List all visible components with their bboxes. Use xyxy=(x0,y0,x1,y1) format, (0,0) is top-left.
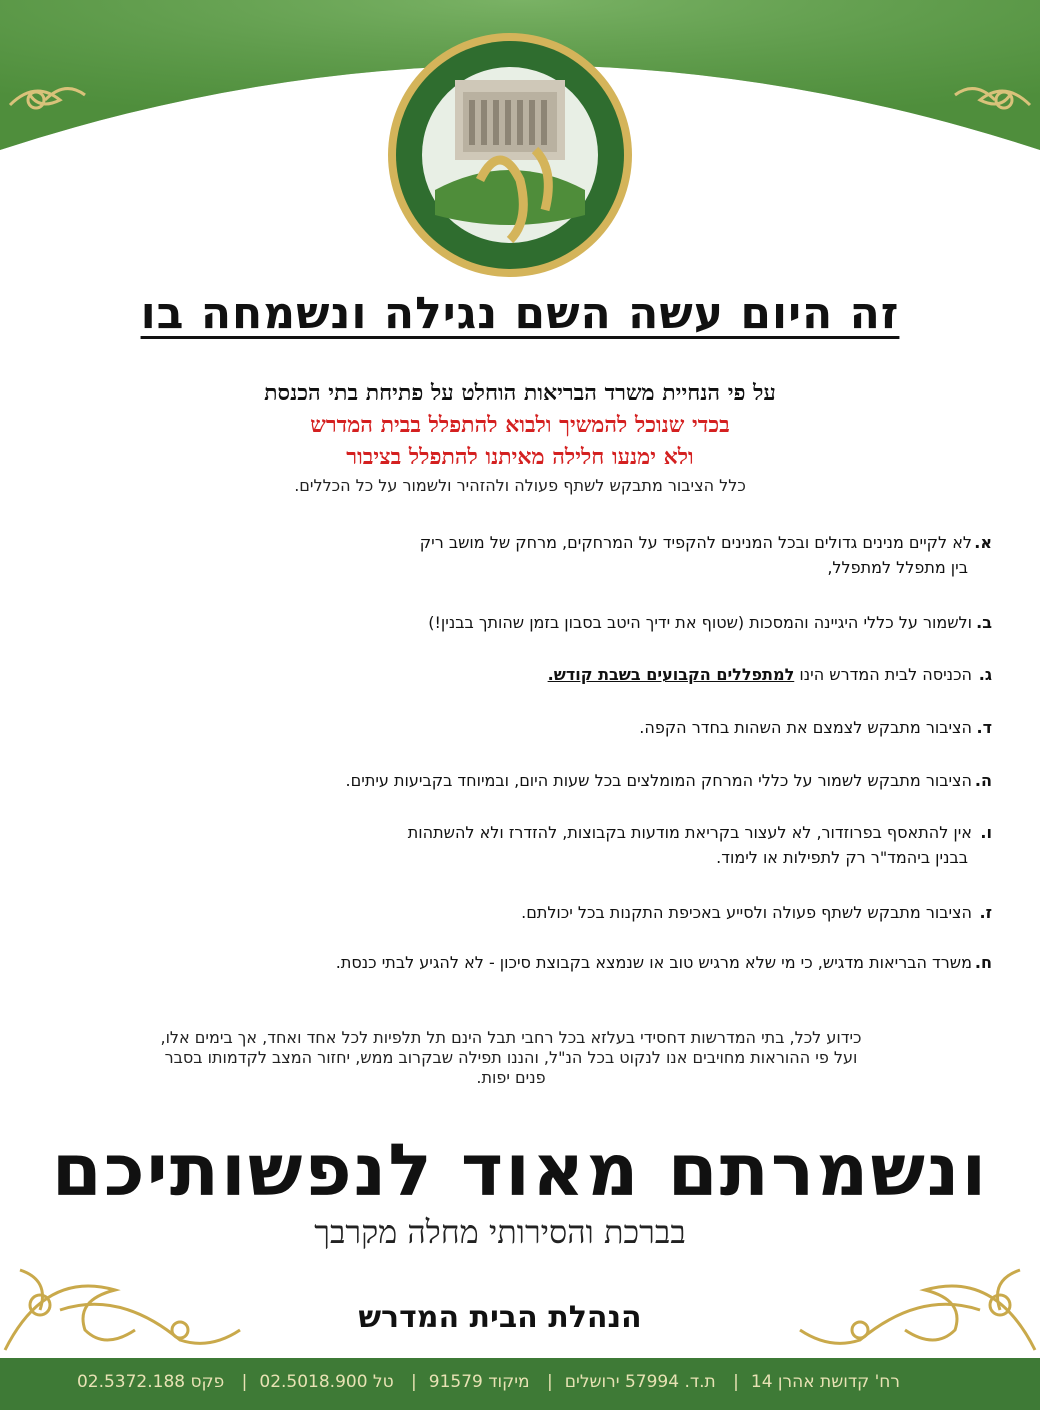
belz-seal-logo xyxy=(385,30,635,280)
signature: הנהלת הבית המדרש xyxy=(358,1300,642,1335)
rule-f: ו.אין להתאסף בפרוזדור, לא לעצור בקריאת מודעות בקבוצות, להזדרז ולא להשתהות בבנין ביהמד"ר רק לתפילות או לימוד. xyxy=(407,823,992,867)
intro-line-1: על פי הנחיית משרד הבריאות הוחלט על פתיחת בתי הכנסת xyxy=(264,380,776,406)
intro-line-2-red: בכדי שנוכל להמשיך ולבוא להתפלל בבית המדרש xyxy=(310,412,730,438)
big-slogan: ונשמרתם מאוד לנפשותיכם xyxy=(51,1128,989,1212)
intro-line-3-red: ולא ימנעו חלילה מאיתנו להתפלל בציבור xyxy=(346,444,694,470)
rule-h: ח.משרד הבריאות מדגיש, כי מי שלא מרגיש טוב או שנמצא בקבוצת סיכון - לא להגיע לבתי כנסת. xyxy=(335,953,992,972)
rule-d: ד.הציבור מתבקש לצמצם את השהות בחדר הקפה. xyxy=(639,718,992,737)
rule-b: ב.ולשמור על כללי היגיינה והמסכות (שטוף את ידיך היטב בסבון בזמן שהותך בבנין!) xyxy=(428,613,992,632)
rule-g: ז.הציבור מתבקש לשתף פעולה ולסייע באכיפת התקנות בכל יכולתם. xyxy=(521,903,992,922)
closing-paragraph: כידוע לכל, בתי המדרשות דחסידי בעלזא בכל רחבי תבל הינם תל תלפיות לכל אחד ואחד, אך בימים אלו, ועל פי ההוראות מחויבים אנו לנקוט בכל הנ"ל, והננו תפילה שבקרוב ממש, יחזור המצב לקדמותו בסבר פנים יפות. xyxy=(160,1028,862,1087)
footer-zip: מיקוד 91579 xyxy=(428,1372,530,1392)
footer-pobox: ת.ד. 57994 ירושלים xyxy=(564,1372,716,1392)
footer-fax: פקס 02.5372.188 xyxy=(76,1372,225,1392)
intro-block xyxy=(0,380,1040,500)
rule-a: א.לא לקיים מנינים גדולים ובכל המנינים להקפיד על המרחקים, מרחק של מושב ריק בין מתפלל למתפלל, xyxy=(419,533,992,577)
rule-e: ה.הציבור מתבקש לשמור על כללי המרחק המומלצים בכל שעות היום, ובמיוחד בקביעות עיתים. xyxy=(345,771,992,790)
contact-footer: רח' קדושת אהרן 14| ת.ד. 57994 ירושלים| מיקוד 91579| טל 02.5018.900| פקס 02.5372.188 xyxy=(0,1358,1040,1410)
rule-c: ג.הכניסה לבית המדרש הינו למתפללים הקבועים בשבת קודש. xyxy=(547,665,992,684)
footer-address: רח' קדושת אהרן 14 xyxy=(750,1372,900,1392)
intro-line-4: כלל הציבור מתבקש לשתף פעולה ולהזהיר ולשמור על כל הכללים. xyxy=(294,476,746,495)
footer-phone: טל 02.5018.900 xyxy=(259,1372,394,1392)
page-title: זה היום עשה השם נגילה ונשמחה בו xyxy=(140,288,900,339)
blessing-line: בברכת והסירותי מחלה מקרבך xyxy=(314,1213,686,1251)
